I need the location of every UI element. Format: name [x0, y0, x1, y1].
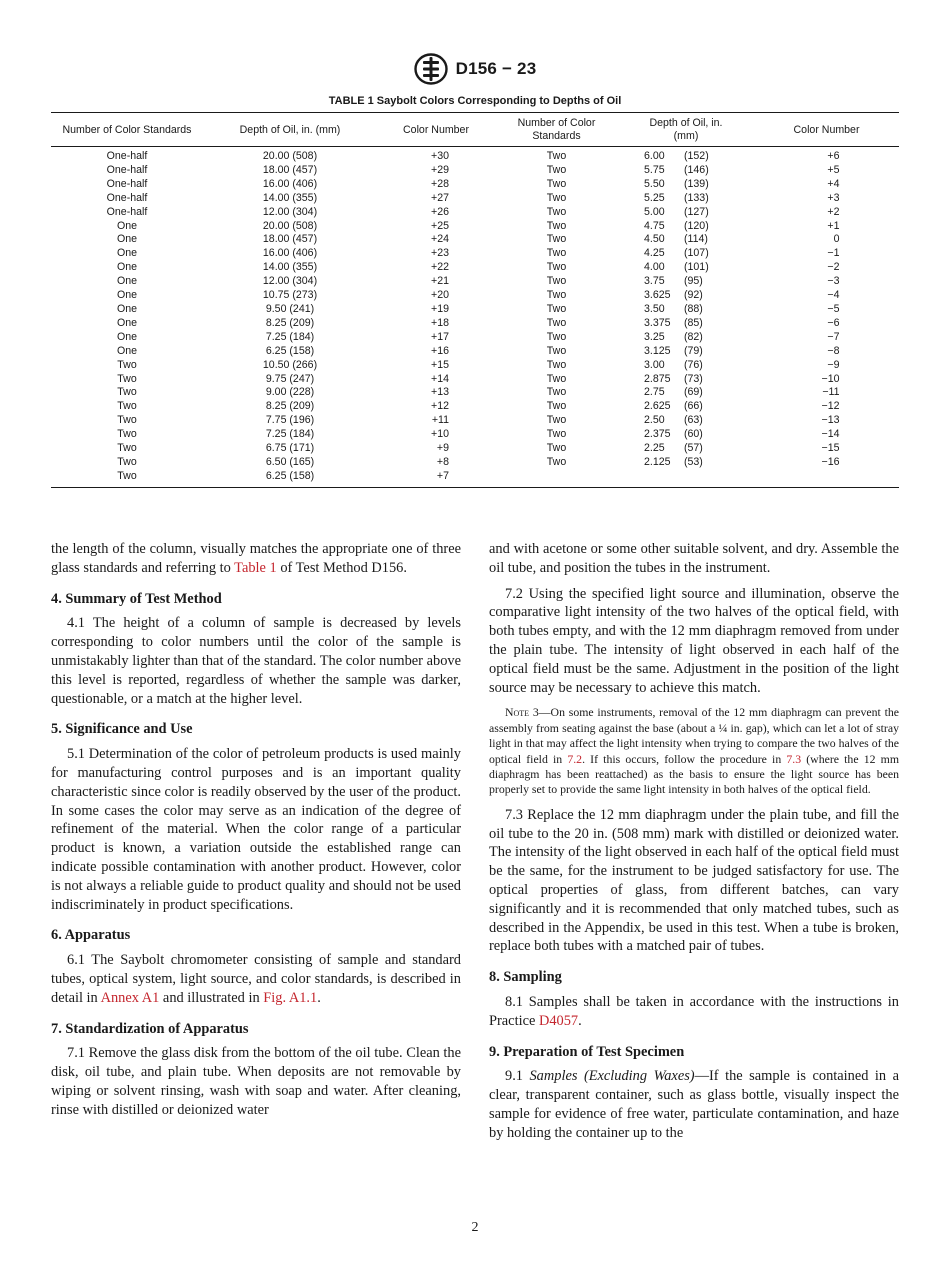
text: of Test Method D156.	[276, 559, 407, 576]
color-number-value: −5	[827, 302, 840, 315]
table-cell: (63)	[684, 414, 703, 427]
color-number-value: +9	[436, 442, 449, 455]
table-cell: (85)	[684, 316, 703, 329]
table-cell	[754, 456, 899, 470]
table-cell: One	[116, 247, 138, 260]
table-cell: Two	[117, 442, 137, 455]
color-number-value: +29	[431, 163, 449, 176]
table-row	[51, 261, 899, 275]
table-cell: 8.25 (209)	[265, 400, 315, 413]
section-heading-5: 5. Significance and Use	[51, 721, 193, 738]
header-cell	[618, 113, 754, 147]
text: (where the 12 mm diaphragm has been reattached) as the basis to ensure the light source has been properly set to provide the same light intensity in both halves of the optical field.	[489, 751, 899, 797]
table-cell	[377, 386, 495, 400]
color-number-value: −4	[827, 289, 840, 302]
table-row	[51, 220, 899, 234]
table-cell: (95)	[684, 275, 703, 288]
table-cell: 4.50	[644, 233, 665, 246]
table-cell: 2.25	[644, 442, 665, 455]
color-number-value: −7	[827, 330, 840, 343]
color-number-value: +5	[827, 163, 840, 176]
table-cell: (139)	[684, 177, 709, 190]
table-row	[51, 192, 899, 206]
table-cell	[377, 164, 495, 178]
paragraph-5-1: 5.1 Determination of the color of petroleum products is used mainly for manufacturing control purposes and is an important quality characteristic since color is readily observed by the user of the product. In some cases the color may serve as an indication of the degree of refinement of the material. When the color range of a particular product is known, a variation outside the established range can indicate possible contamination with another product. However, color is not always a reliable guide to product quality and should not be used indiscriminately in product specifications.	[51, 746, 461, 913]
table-cell	[377, 470, 495, 487]
table-cell: (114)	[684, 233, 708, 246]
table-row	[51, 331, 899, 345]
table-cell	[754, 414, 899, 428]
table-row	[51, 386, 899, 400]
table-cell: 5.50	[644, 177, 665, 190]
table-cell: Two	[546, 150, 567, 162]
table-cell: 7.25 (184)	[265, 330, 315, 343]
table-cell: 14.00 (355)	[262, 261, 318, 274]
table-row	[51, 400, 899, 414]
color-number-value: −16	[821, 455, 840, 468]
color-number-value: +3	[827, 191, 840, 204]
table-cell: (60)	[684, 428, 703, 441]
table-cell: Two	[546, 191, 567, 204]
color-number-value: +14	[431, 372, 449, 385]
section-heading-8: 8. Sampling	[489, 969, 562, 986]
table-cell: Two	[546, 233, 567, 246]
table-cell	[377, 317, 495, 331]
section-heading-4: 4. Summary of Test Method	[51, 590, 222, 607]
table-cell: One	[116, 330, 138, 343]
section-heading-9: 9. Preparation of Test Specimen	[489, 1043, 685, 1060]
table-cell: Two	[546, 163, 567, 176]
table-cell: (73)	[684, 372, 703, 385]
table-cell: 3.375	[644, 316, 671, 329]
table-row	[51, 233, 899, 247]
table-cell	[754, 192, 899, 206]
table-row	[51, 147, 899, 164]
table-cell	[754, 303, 899, 317]
table-row	[51, 414, 899, 428]
color-number-value: +22	[431, 261, 449, 274]
color-number-value: +28	[431, 177, 449, 190]
color-number-value: +17	[431, 330, 449, 343]
table-cell: 3.50	[644, 302, 665, 315]
page-number: 2	[471, 1220, 479, 1235]
table-cell	[754, 331, 899, 345]
table-cell: One	[116, 316, 138, 329]
table-cell: (127)	[684, 205, 709, 218]
table-cell: Two	[546, 289, 567, 302]
table-cell: Two	[546, 261, 567, 274]
text: 8.1 Samples shall be taken in accordance with the instructions in Practice	[489, 993, 899, 1029]
table-row	[51, 345, 899, 359]
table-cell	[754, 345, 899, 359]
note-label: Note	[505, 705, 530, 720]
table-row	[51, 359, 899, 373]
paragraph-6-1	[51, 951, 461, 1007]
table-cell	[754, 289, 899, 303]
table-cell: 14.00 (355)	[262, 191, 318, 204]
table-cell	[618, 470, 676, 487]
paragraph-7-2: 7.2 Using the specified light source and illumination, observe the comparative light intensity of the two halves of the optical field, with both tubes empty, and with the 12 mm diaphragm removed from under the plain tube. The intensity of light observed in each half of the optical field must be the same. Adjustment in the position of the light source may be necessary to achieve this match.	[489, 585, 899, 696]
table-cell: (82)	[684, 330, 703, 343]
table-cell	[377, 442, 495, 456]
table-row	[51, 317, 899, 331]
header-cell: Number of Color Standards	[51, 113, 203, 147]
table-cell: 3.25	[644, 330, 665, 343]
table-cell: Two	[546, 344, 567, 357]
table-cell: (120)	[684, 219, 709, 232]
color-number-value: +12	[431, 400, 449, 413]
table-cell: Two	[117, 372, 137, 385]
table-cell: (107)	[684, 247, 709, 260]
table-cell: 12.00 (304)	[262, 275, 318, 288]
table-cell: One-half	[106, 205, 148, 218]
color-number-value: +18	[431, 316, 449, 329]
table-cell: Two	[117, 400, 137, 413]
table-cell	[377, 233, 495, 247]
color-number-value: −6	[827, 316, 840, 329]
table-row	[51, 456, 899, 470]
paragraph-9-1	[489, 1067, 899, 1142]
table-cell: 18.00 (457)	[262, 163, 318, 176]
table-cell: 16.00 (406)	[262, 247, 318, 260]
table-cell: Two	[546, 442, 567, 455]
table-cell: One	[116, 261, 138, 274]
table-cell: Two	[117, 455, 137, 468]
table-row	[51, 275, 899, 289]
table-cell	[754, 400, 899, 414]
astm-logo-icon	[414, 53, 448, 85]
section-heading-6: 6. Apparatus	[51, 927, 131, 944]
table-cell: 8.25 (209)	[265, 316, 315, 329]
table-cell: One	[116, 344, 138, 357]
table-cell: One	[116, 233, 138, 246]
color-number-value: +6	[827, 150, 840, 162]
table-cell: Two	[546, 400, 567, 413]
table-cell	[377, 220, 495, 234]
paragraph-7-3: 7.3 Replace the 12 mm diaphragm under the plain tube, and fill the oil tube to the 20 in. (508 mm) mark with distilled or deionized water. The intensity of the light observed in each half of the optical field must be the same, for the instrument to be judged satisfactory for use. The optical properties of glass, from different batches, can vary significantly and it is recommended that only matched tubes, such as described in the Appendix, be used in this test. When a tube is broken, replace both tubes with a matched pair of tubes.	[489, 806, 899, 955]
table-cell: One-half	[106, 150, 148, 162]
table-cell: Two	[117, 414, 137, 427]
section-heading-7: 7. Standardization of Apparatus	[51, 1020, 249, 1037]
standard-designation: D156 − 23	[455, 59, 537, 78]
table-row	[51, 164, 899, 178]
color-number-value: −3	[827, 275, 840, 288]
text: . If this occurs, follow the procedure in	[582, 751, 787, 766]
table-cell	[754, 359, 899, 373]
table-cell	[754, 317, 899, 331]
color-number-value: −13	[821, 414, 840, 427]
table-cell	[754, 206, 899, 220]
table-cell	[754, 373, 899, 387]
header-cell: Depth of Oil, in. (mm)	[203, 113, 377, 147]
table-cell: 4.75	[644, 219, 665, 232]
table-cell: 10.75 (273)	[262, 289, 318, 302]
table-cell: 6.75 (171)	[265, 442, 315, 455]
table-cell	[754, 164, 899, 178]
table-cell: 5.75	[644, 163, 665, 176]
table-cell: (57)	[684, 442, 703, 455]
table-cell	[377, 147, 495, 164]
table-row	[51, 303, 899, 317]
table-cell	[754, 386, 899, 400]
table-cell: (76)	[684, 358, 703, 371]
table-cell: Two	[546, 275, 567, 288]
table-cell: Two	[546, 428, 567, 441]
table-cell	[754, 470, 899, 487]
table-cell: (92)	[684, 289, 703, 302]
table-cell: 18.00 (457)	[262, 233, 318, 246]
table-cell: Two	[117, 386, 137, 399]
table-cell: 6.25 (158)	[265, 469, 315, 482]
table-cell	[377, 400, 495, 414]
table-title: TABLE 1 Saybolt Colors Corresponding to Depths of Oil	[328, 95, 622, 107]
table-header-row	[51, 113, 899, 147]
table-cell	[754, 442, 899, 456]
table-cell	[377, 428, 495, 442]
color-number-value: +4	[827, 177, 840, 190]
table-cell: One	[116, 289, 138, 302]
color-number-value: +11	[431, 414, 449, 427]
table-cell	[377, 373, 495, 387]
table-cell: Two	[117, 358, 137, 371]
table-cell	[377, 206, 495, 220]
color-number-value: +24	[431, 233, 449, 246]
table-cell: One	[116, 219, 138, 232]
table-cell: (133)	[684, 191, 709, 204]
table-row	[51, 289, 899, 303]
color-number-value: −10	[821, 372, 840, 385]
color-number-value: −1	[827, 247, 840, 260]
color-number-value: +10	[431, 428, 449, 441]
table-cell: Two	[117, 469, 137, 482]
table-cell: One-half	[106, 191, 148, 204]
paragraph	[51, 540, 461, 578]
table-cell	[377, 303, 495, 317]
table-cell	[377, 178, 495, 192]
table-cell: 3.625	[644, 289, 671, 302]
table-row	[51, 470, 899, 487]
table-cell: 6.50 (165)	[265, 455, 315, 468]
table-cell: 6.00	[644, 150, 665, 162]
table-body	[51, 147, 899, 487]
table-cell: Two	[546, 455, 567, 468]
color-number-value: −11	[822, 386, 840, 399]
table-cell	[676, 470, 754, 487]
header-cell: Color Number	[754, 113, 899, 147]
color-number-value: 0	[833, 233, 840, 246]
table-cell	[754, 233, 899, 247]
table-cell: Two	[546, 302, 567, 315]
table-cell: (69)	[684, 386, 703, 399]
table-cell: 2.625	[644, 400, 671, 413]
table-cell: 10.50 (266)	[262, 358, 318, 371]
saybolt-color-table	[51, 112, 899, 488]
table-cell: 6.25 (158)	[265, 344, 315, 357]
table-cell: Two	[546, 177, 567, 190]
table-cell	[754, 247, 899, 261]
color-number-value: +15	[431, 358, 449, 371]
table-cell: 7.75 (196)	[265, 414, 315, 427]
color-number-value: −12	[821, 400, 840, 413]
subheading-samples: Samples (Excluding Waxes)	[529, 1068, 695, 1085]
color-number-value: −15	[821, 442, 840, 455]
table-cell: (79)	[684, 344, 703, 357]
table-cell: Two	[546, 358, 567, 371]
table-cell: 20.00 (508)	[262, 150, 318, 162]
table-cell: One-half	[106, 163, 148, 176]
table-cell: Two	[117, 428, 137, 441]
table-cell: 7.25 (184)	[265, 428, 315, 441]
table-cell: 3.00	[644, 358, 665, 371]
table-cell: Two	[546, 372, 567, 385]
page-header	[0, 52, 950, 86]
color-number-value: −9	[827, 358, 840, 371]
table-cell	[377, 261, 495, 275]
text: 9.1	[505, 1068, 530, 1085]
color-number-value: −8	[827, 344, 840, 357]
table-cell: 4.25	[644, 247, 665, 260]
color-number-value: +1	[827, 219, 840, 232]
table-cell	[754, 275, 899, 289]
color-number-value: +20	[431, 289, 449, 302]
text: 3—On some instruments, removal of the 12 mm diaphragm can prevent the assembly from seating against the base (about a ¼ in. gap), which can let a lot of stray light in that may affect the light intensity when trying to compare the two halves of the optical field in	[489, 705, 899, 766]
table-cell: (146)	[684, 163, 709, 176]
table-cell	[377, 414, 495, 428]
header-cell: Number of Color Standards	[495, 113, 618, 147]
color-number-value: +13	[431, 386, 449, 399]
note-3	[489, 705, 899, 797]
table-cell: 2.125	[644, 455, 671, 468]
table-cell	[377, 345, 495, 359]
color-number-value: +16	[431, 344, 449, 357]
table-cell: 2.375	[644, 428, 671, 441]
table-cell	[377, 331, 495, 345]
table-row	[51, 373, 899, 387]
link-table-1[interactable]: Table 1	[234, 559, 277, 576]
color-number-value: +19	[431, 302, 449, 315]
table-cell: Two	[546, 205, 567, 218]
color-number-value: +25	[431, 219, 449, 232]
table-cell: Two	[546, 219, 567, 232]
table-cell: (66)	[684, 400, 703, 413]
color-number-value: +7	[436, 469, 449, 482]
color-number-value: +27	[431, 191, 449, 204]
table-cell	[754, 220, 899, 234]
table-cell: Two	[546, 247, 567, 260]
color-number-value: +23	[431, 247, 449, 260]
table-cell: (53)	[684, 455, 703, 468]
table-cell: 5.25	[644, 191, 665, 204]
table-cell	[754, 261, 899, 275]
table-cell: 2.75	[644, 386, 665, 399]
color-number-value: +8	[436, 455, 449, 468]
table-cell: 2.50	[644, 414, 665, 427]
table-cell: (152)	[684, 150, 709, 162]
left-text-column	[51, 540, 461, 1127]
color-number-value: −14	[821, 428, 840, 441]
text: and illustrated in	[159, 989, 264, 1006]
table-cell: One	[116, 302, 138, 315]
table-cell: One-half	[106, 177, 148, 190]
color-number-value: +21	[431, 275, 449, 288]
link-7-3[interactable]: 7.3	[786, 751, 802, 766]
color-number-value: +26	[431, 205, 449, 218]
table-cell: 12.00 (304)	[262, 205, 318, 218]
table-row	[51, 442, 899, 456]
table-cell: 9.75 (247)	[265, 372, 315, 385]
link-d4057[interactable]: D4057	[538, 1012, 579, 1029]
paragraph-8-1	[489, 993, 899, 1031]
link-annex-a1[interactable]: Annex A1	[100, 989, 160, 1006]
table-cell: One	[116, 275, 138, 288]
link-fig-a1-1[interactable]: Fig. A1.1	[263, 989, 318, 1006]
color-number-value: +2	[827, 205, 840, 218]
text: 6.1 The Saybolt chromometer consisting of sample and standard tubes, optical system, light source, and color standards, is described in detail in	[51, 952, 461, 1006]
table-cell: Two	[546, 316, 567, 329]
paragraph-7-1-continued: and with acetone or some other suitable solvent, and dry. Assemble the oil tube, and position the tubes in the instrument.	[489, 541, 899, 576]
table-cell: Two	[546, 330, 567, 343]
link-7-2[interactable]: 7.2	[567, 751, 583, 766]
paragraph-7-1: 7.1 Remove the glass disk from the bottom of the oil tube. Clean the disk, oil tube, and plain tube. When deposits are not removable by wiping or solvent rinsing, wash with soap and water. After cleaning, rinse with distilled or deionized water	[51, 1045, 461, 1118]
table-cell	[377, 359, 495, 373]
table-cell: 16.00 (406)	[262, 177, 318, 190]
text: the length of the column, visually matches the appropriate one of three glass standards and referring to	[51, 541, 461, 576]
color-number-value: +30	[431, 150, 449, 162]
table-cell: 20.00 (508)	[262, 219, 318, 232]
table-cell: 9.50 (241)	[265, 302, 315, 315]
table-cell: (101)	[684, 261, 709, 274]
header-depth-text: Depth of Oil, in. (mm)	[649, 117, 723, 142]
color-number-value: −2	[827, 261, 840, 274]
table-cell: 3.75	[644, 275, 665, 288]
header-cell: Color Number	[377, 113, 495, 147]
text: .	[578, 1012, 582, 1029]
table-cell	[377, 289, 495, 303]
table-cell	[377, 456, 495, 470]
table-cell	[377, 247, 495, 261]
table-row	[51, 247, 899, 261]
table-row	[51, 428, 899, 442]
table-row	[51, 178, 899, 192]
table-row	[51, 206, 899, 220]
table-cell: 3.125	[644, 344, 671, 357]
table-cell: Two	[546, 414, 567, 427]
table-cell	[754, 147, 899, 164]
paragraph-4-1: 4.1 The height of a column of sample is decreased by levels corresponding to color numbers until the color of the sample is unmistakably lighter than that of the standard. The color number above this level is reported, regardless of whether the sample was darker, questionable, or a match at the higher level.	[51, 615, 461, 707]
table-cell	[377, 192, 495, 206]
text: —If the sample is contained in a clear, transparent container, such as glass bottle, visually inspect the sample for evidence of free water, particulate contamination, and haze by holding the container up to the	[489, 1068, 899, 1141]
table-cell	[495, 470, 618, 487]
table-cell	[377, 275, 495, 289]
table-cell: 4.00	[644, 261, 665, 274]
right-text-column	[489, 540, 899, 1150]
table-cell: 5.00	[644, 205, 665, 218]
text: .	[317, 989, 321, 1006]
table-cell: Two	[546, 386, 567, 399]
table-cell: 9.00 (228)	[265, 386, 315, 399]
table-cell: 2.875	[644, 372, 671, 385]
table-cell	[754, 178, 899, 192]
table-cell: (88)	[684, 302, 703, 315]
table-cell	[754, 428, 899, 442]
